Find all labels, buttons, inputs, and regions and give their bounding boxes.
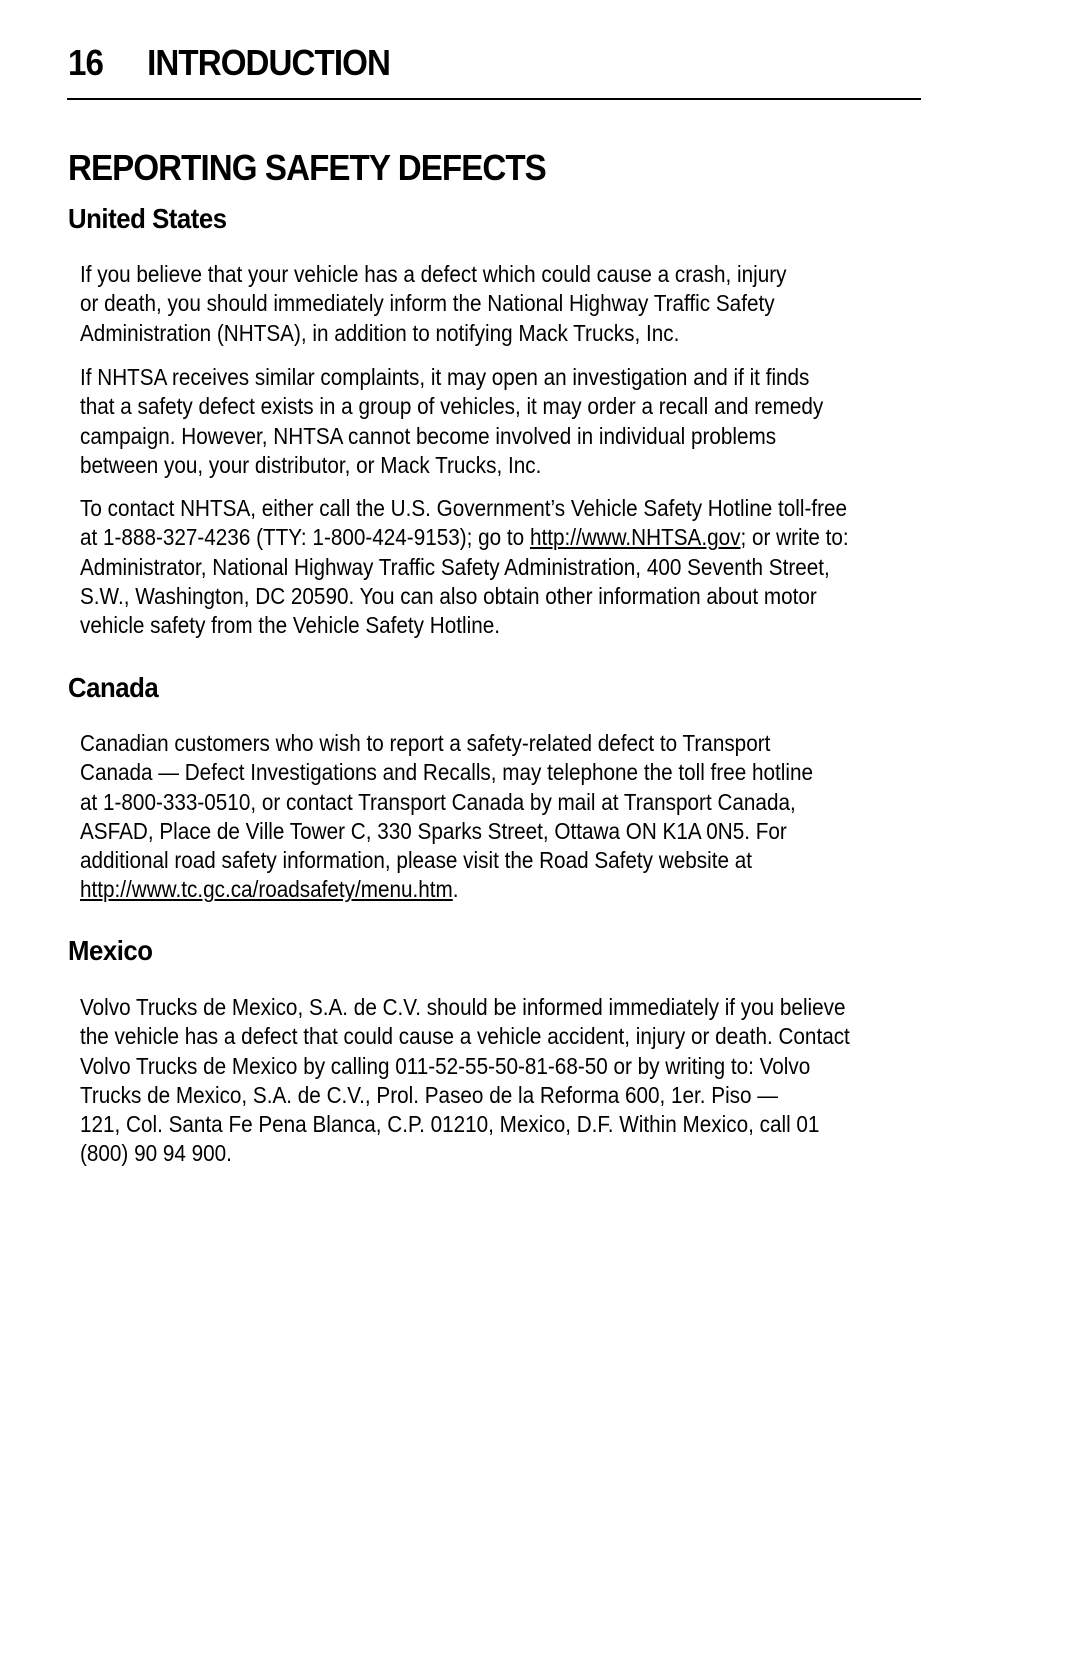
heading-canada: Canada: [68, 672, 159, 703]
section-title: REPORTING SAFETY DEFECTS: [68, 147, 546, 188]
text-line: the vehicle has a defect that could cause a vehicle accident, injury or death. Contact: [80, 1023, 850, 1050]
us-paragraph-1: [80, 260, 787, 348]
text-line: S.W., Washington, DC 20590. You can also obtain other information about motor: [80, 582, 817, 609]
page-number: 16: [68, 42, 104, 83]
header-rule: [67, 98, 921, 100]
text-line: Volvo Trucks de Mexico, S.A. de C.V. should be informed immediately if you believe: [80, 994, 846, 1020]
text-line: Canadian customers who wish to report a safety-related defect to Transport: [80, 730, 771, 756]
text-line: [80, 875, 813, 904]
transport-canada-link[interactable]: http://www.tc.gc.ca/roadsafety/menu.htm: [80, 876, 453, 903]
us-paragraph-2: [80, 363, 823, 480]
canada-paragraph: [80, 729, 813, 905]
text-segment: .: [452, 876, 459, 903]
text-line: 121, Col. Santa Fe Pena Blanca, C.P. 01210, Mexico, D.F. Within Mexico, call 01: [80, 1111, 820, 1138]
text-line: vehicle safety from the Vehicle Safety Hotline.: [80, 612, 500, 639]
text-line: Administration (NHTSA), in addition to notifying Mack Trucks, Inc.: [80, 319, 680, 346]
heading-united-states: United States: [68, 203, 227, 234]
text-line: additional road safety information, please visit the Road Safety website at: [80, 847, 752, 874]
nhtsa-link[interactable]: http://www.NHTSA.gov: [529, 524, 741, 551]
text-line: If you believe that your vehicle has a defect which could cause a crash, injury: [80, 261, 787, 287]
text-line: Administrator, National Highway Traffic Safety Administration, 400 Seventh Street,: [80, 553, 830, 580]
text-line: ASFAD, Place de Ville Tower C, 330 Sparks Street, Ottawa ON K1A 0N5. For: [80, 817, 787, 844]
text-line: that a safety defect exists in a group of vehicles, it may order a recall and remedy: [80, 393, 824, 420]
chapter-title: INTRODUCTION: [147, 42, 390, 83]
text-line: campaign. However, NHTSA cannot become involved in individual problems: [80, 422, 777, 449]
text-line: Trucks de Mexico, S.A. de C.V., Prol. Paseo de la Reforma 600, 1er. Piso —: [80, 1081, 778, 1108]
text-line: (800) 90 94 900.: [80, 1140, 232, 1167]
mexico-paragraph: [80, 993, 850, 1169]
text-line: at 1-800-333-0510, or contact Transport Canada by mail at Transport Canada,: [80, 788, 796, 815]
text-line: or death, you should immediately inform the National Highway Traffic Safety: [80, 290, 775, 317]
text-segment: at 1-888-327-4236 (TTY: 1-800-424-9153); go to: [80, 524, 530, 551]
text-line: Canada — Defect Investigations and Recalls, may telephone the toll free hotline: [80, 759, 813, 786]
heading-mexico: Mexico: [68, 935, 153, 966]
text-line: If NHTSA receives similar complaints, it may open an investigation and if it finds: [80, 364, 810, 390]
text-line: Volvo Trucks de Mexico by calling 011-52-55-50-81-68-50 or by writing to: Volvo: [80, 1052, 811, 1079]
us-paragraph-3: [80, 494, 849, 640]
text-line: To contact NHTSA, either call the U.S. Government’s Vehicle Safety Hotline toll-free: [80, 495, 848, 521]
text-line: [80, 523, 849, 552]
text-line: between you, your distributor, or Mack Trucks, Inc.: [80, 451, 542, 478]
text-segment: ; or write to:: [740, 524, 849, 551]
running-header: [68, 42, 390, 84]
